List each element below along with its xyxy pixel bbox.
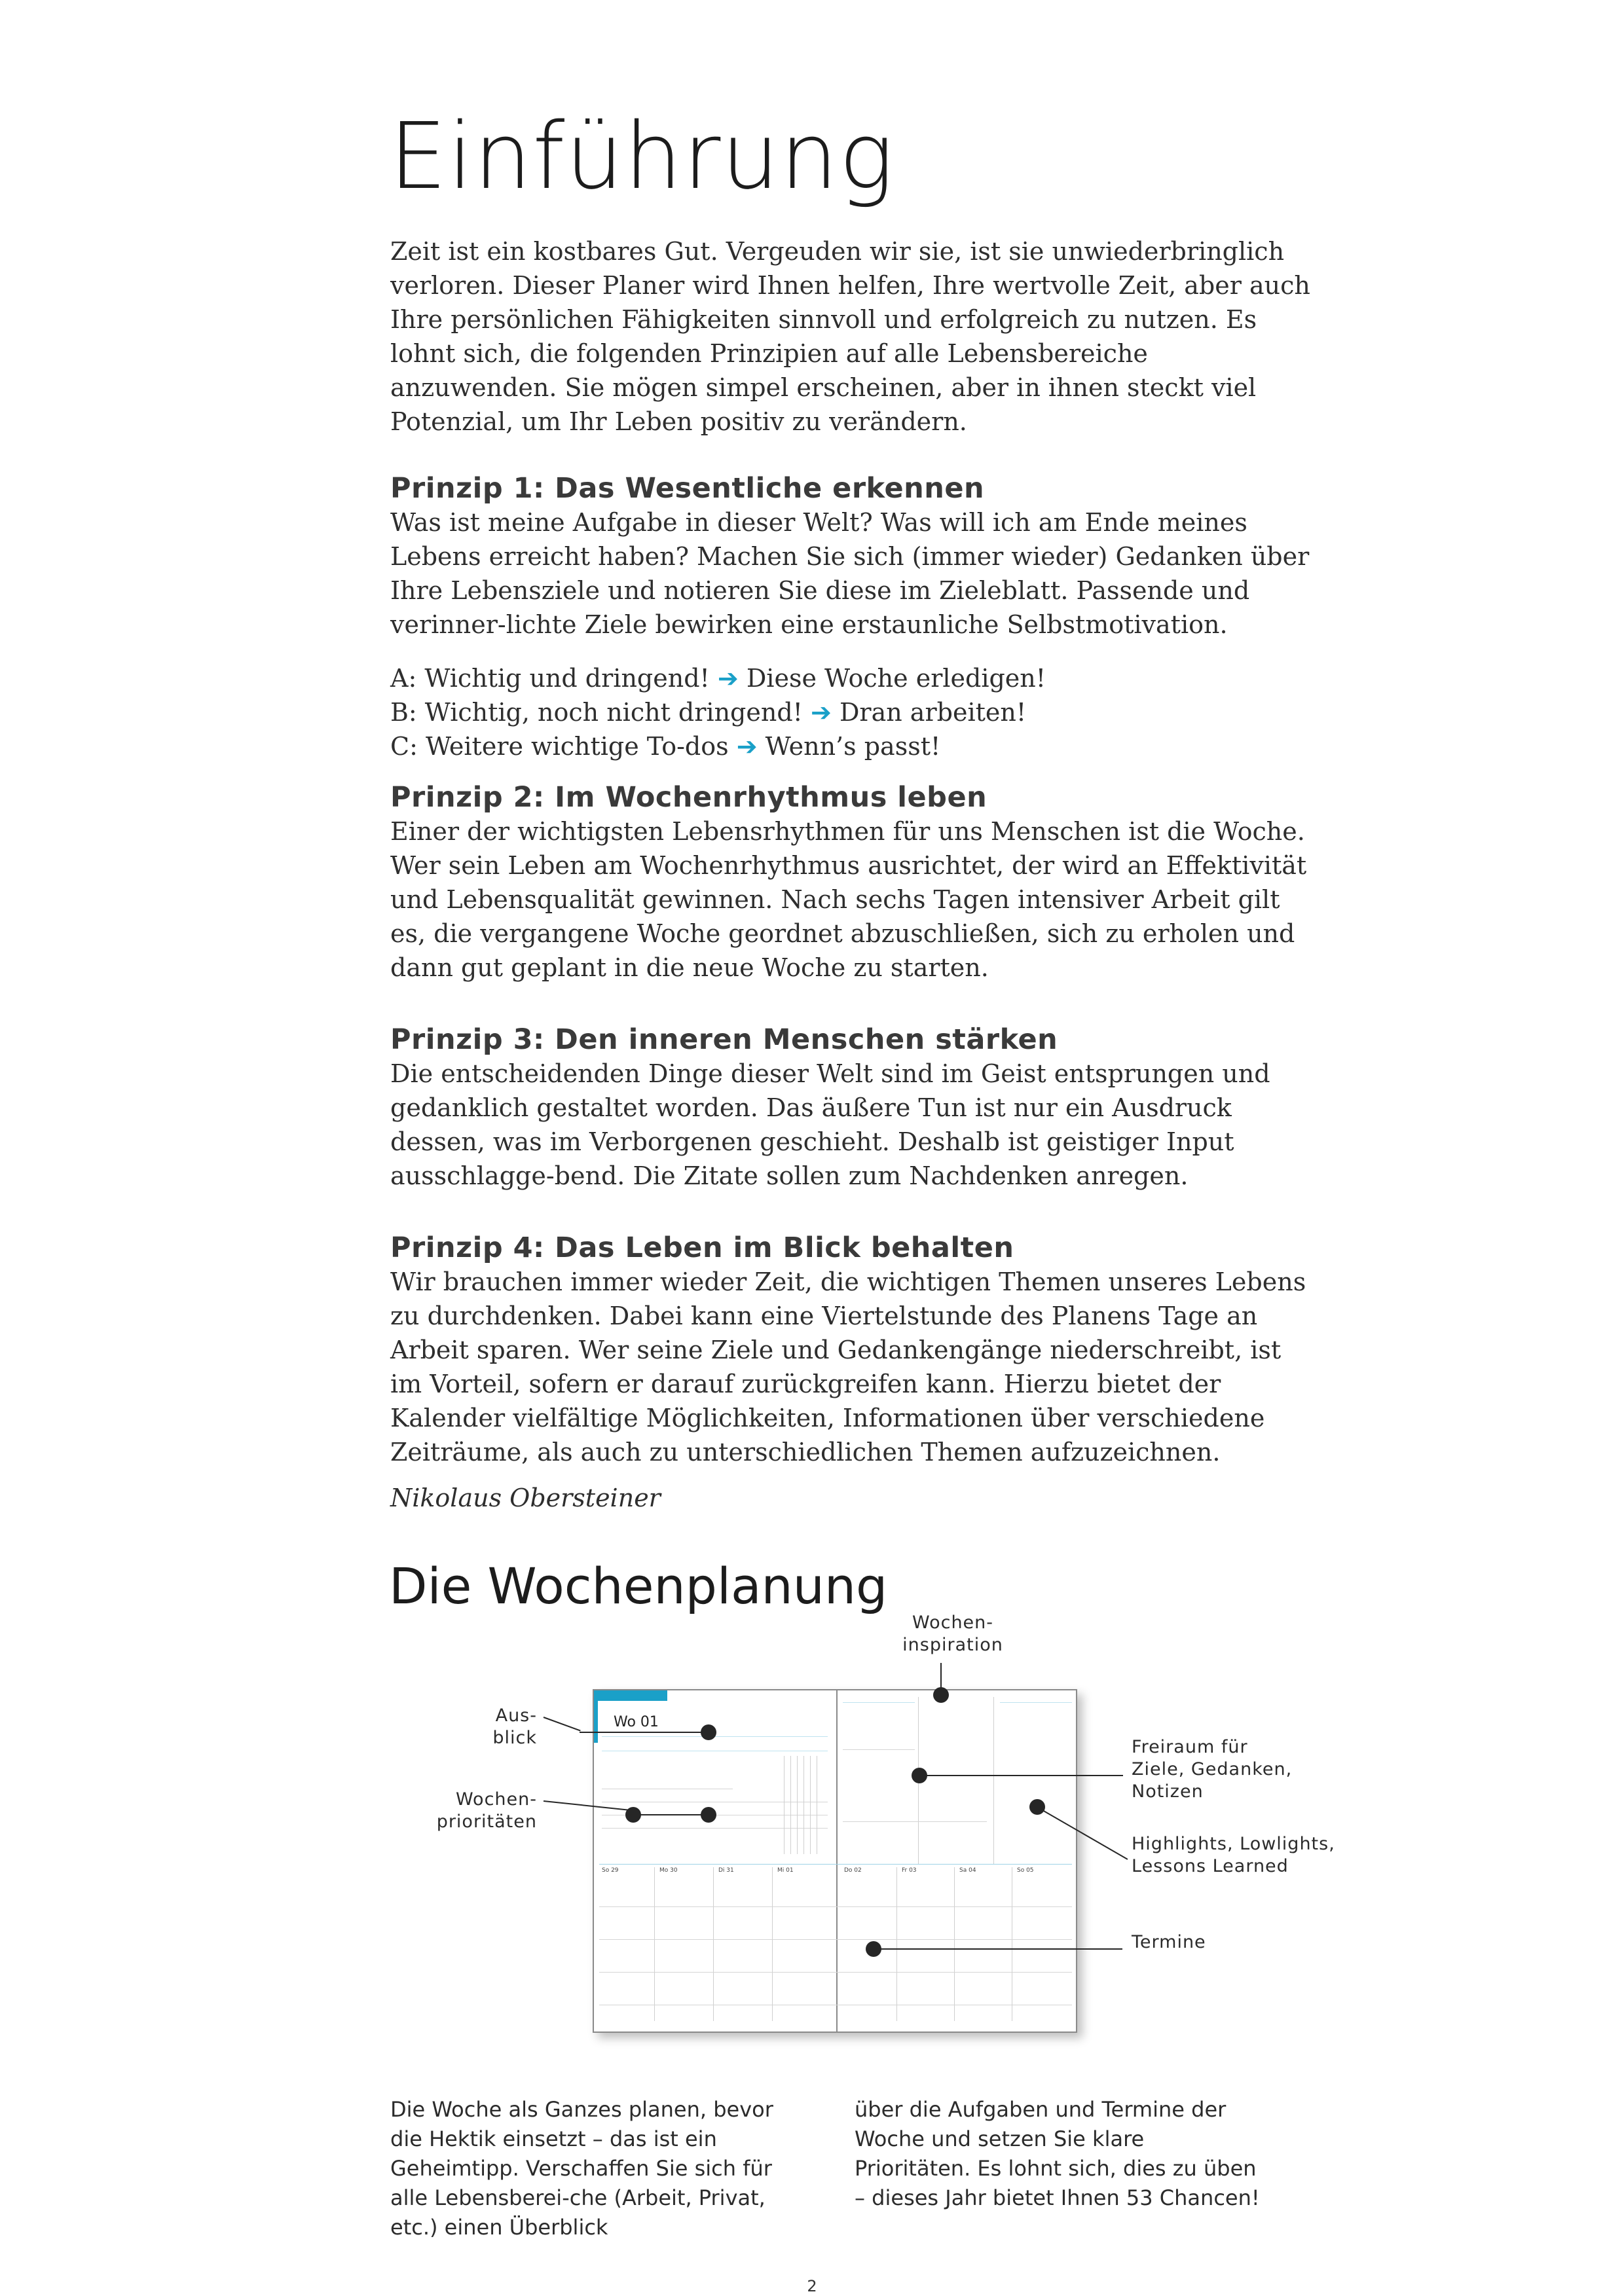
priority-a: A: Wichtig und dringend! ➔ Diese Woche erledigen! (390, 664, 1046, 693)
planner-day: Do 02 (844, 1867, 862, 1874)
planner-day: Mi 01 (777, 1867, 794, 1874)
principle-1-text: Was ist meine Aufgabe in dieser Welt? Was will ich am Ende meines Lebens erreicht haben? Machen Sie sich (immer wieder) Gedanken über Ihre Lebensziele und notieren Sie diese im Zieleblatt. Passende und verinner-lichte Ziele bewirken eine erstaunliche Selbstmotivation. (390, 508, 1310, 639)
planner-day: Sa 04 (959, 1867, 976, 1874)
arrow-right-icon: ➔ (717, 664, 739, 693)
principle-4-text: Wir brauchen immer wieder Zeit, die wichtigen Themen unseres Lebens zu durchdenken. Dabei kann eine Viertelstunde des Planens Tage an Arbeit sparen. Wer seine Ziele und Gedankengänge niederschreibt, ist im Vorteil, sofern er darauf zurückgreifen kann. Hierzu bietet der Kalender vielfältige Möglichkeiten, Informationen über verschiedene Zeiträume, als auch zu unterschiedlichen Themen aufzuzeichnen. (390, 1267, 1306, 1467)
label-wochen-inspiration: Wochen- inspiration (902, 1613, 1003, 1655)
intro-paragraph: Zeit ist ein kostbares Gut. Vergeuden wir sie, ist sie unwiederbringlich verloren. Dieser Planer wird Ihnen helfen, Ihre wertvolle Zeit, aber auch Ihre persönlichen Fähigkeiten sinnvoll und erfolgreich zu nutzen. Es lohnt sich, die folgenden Prinzipien auf alle Lebensbereiche anzuwenden. Sie mögen simpel erscheinen, aber in ihnen steckt viel Potenzial, um Ihr Leben positiv zu verändern. (390, 237, 1310, 436)
label-highlights: Highlights, Lowlights, Lessons Learned (1132, 1834, 1335, 1876)
principle-4-heading: Prinzip 4: Das Leben im Blick behalten (390, 1231, 1014, 1264)
planner-day: Fr 03 (902, 1867, 917, 1874)
principle-2-heading: Prinzip 2: Im Wochenrhythmus leben (390, 781, 987, 814)
author: Nikolaus Obersteiner (390, 1484, 661, 1512)
planner-day: Mo 30 (659, 1867, 678, 1874)
principle-2-text: Einer der wichtigsten Lebensrhythmen für uns Menschen ist die Woche. Wer sein Leben am Wochenrhythmus ausrichtet, der wird an Effektivität und Lebensqualität gewinnen. Nach sechs Tagen intensiver Arbeit gilt es, die vergangene Woche geordnet abzuschließen, sich zu erholen und dann gut geplant in die neue Woche zu starten. (390, 817, 1307, 982)
planner-spine (836, 1690, 838, 2032)
planner-day: So 05 (1017, 1867, 1034, 1874)
principle-1-heading: Prinzip 1: Das Wesentliche erkennen (390, 472, 985, 505)
priority-list (390, 661, 1314, 763)
column-right: über die Aufgaben und Termine der Woche und setzen Sie klare Prioritäten. Es lohnt sich, dies zu üben – dieses Jahr bietet Ihnen 53 Chancen! (855, 2097, 1260, 2210)
planner-day: So 29 (602, 1867, 619, 1874)
principle-3-heading: Prinzip 3: Den inneren Menschen stärken (390, 1023, 1058, 1056)
principle-3-text: Die entscheidenden Dinge dieser Welt sind im Geist entsprungen und gedanklich gestaltet worden. Das äußere Tun ist nur ein Ausdruck dessen, was im Verborgenen geschieht. Deshalb ist geistiger Input ausschlagge-bend. Die Zitate sollen zum Nachdenken anregen. (390, 1059, 1270, 1190)
page-number: 2 (807, 2277, 817, 2295)
planner-edge (594, 1690, 598, 1743)
arrow-right-icon: ➔ (736, 732, 758, 761)
section-title: Die Wochenplanung (389, 1557, 888, 1615)
priority-c: C: Weitere wichtige To-dos ➔ Wenn’s passt! (390, 732, 941, 761)
column-left: Die Woche als Ganzes planen, bevor die Hektik einsetzt – das ist ein Geheimtipp. Verschaffen Sie sich für alle Lebensberei-che (Arbeit, Privat, etc.) einen Überblick (390, 2097, 773, 2240)
label-ausblick: Aus- blick (492, 1705, 537, 1748)
planner-week-number: Wo 01 (614, 1714, 659, 1730)
arrow-right-icon: ➔ (811, 698, 832, 727)
label-freiraum: Freiraum für Ziele, Gedanken, Notizen (1132, 1737, 1293, 1802)
priority-b: B: Wichtig, noch nicht dringend! ➔ Dran arbeiten! (390, 698, 1027, 727)
label-wochen-prioritaeten: Wochen- prioritäten (436, 1789, 537, 1832)
label-termine: Termine (1132, 1932, 1206, 1952)
planner-illustration (593, 1689, 1077, 2033)
planner-day: Di 31 (718, 1867, 734, 1874)
planner-tab (594, 1690, 667, 1701)
page-title: Einführung (389, 103, 895, 210)
